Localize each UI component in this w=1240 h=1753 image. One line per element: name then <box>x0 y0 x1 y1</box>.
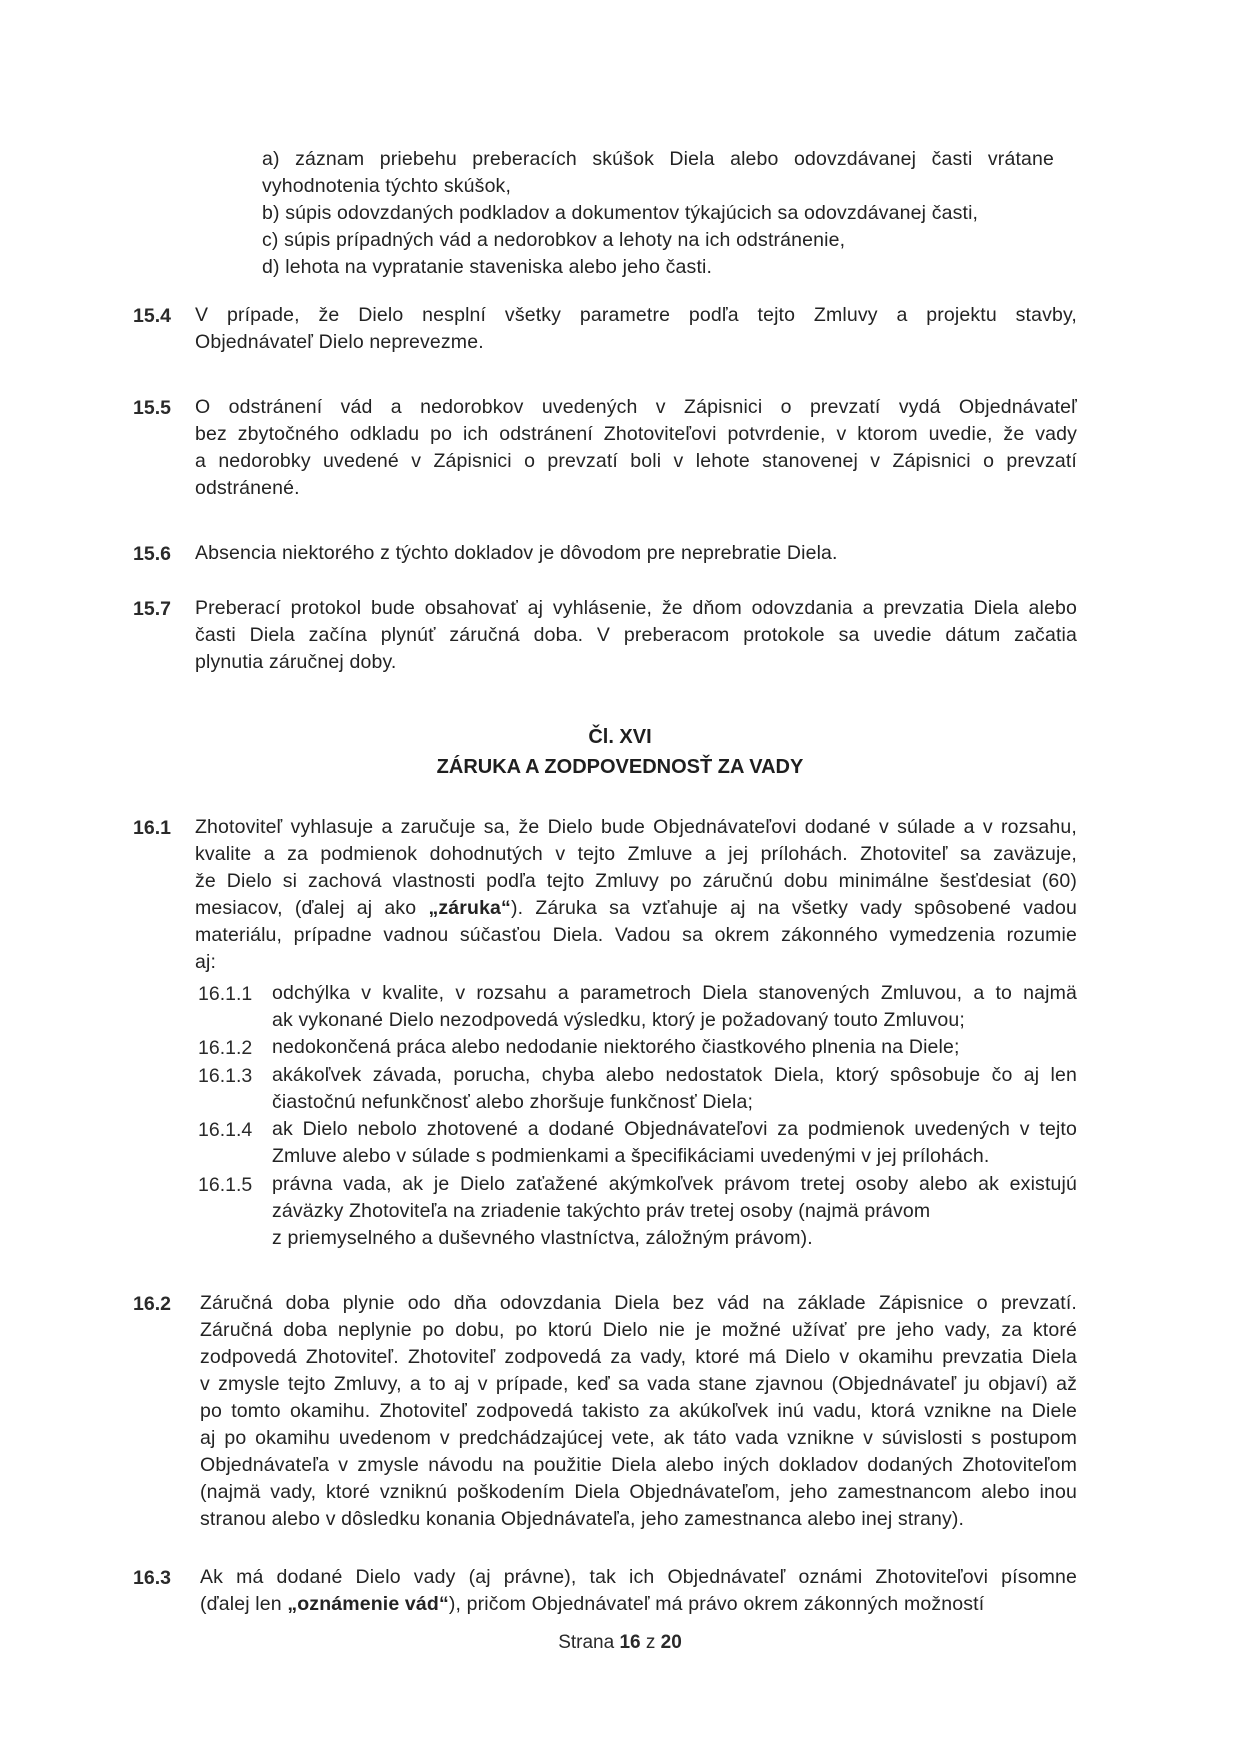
list-item-c: c) súpis prípadných vád a nedorobkov a lehoty na ich odstránenie, <box>262 229 846 251</box>
section-text-line: časti Diela začína plynúť záručná doba. V preberacom protokole sa uvedie dátum začatia <box>195 624 1077 646</box>
section-text-line: V prípade, že Dielo nesplní všetky parametre podľa tejto Zmluvy a projektu stavby, <box>195 304 1077 326</box>
section-text-line: odstránené. <box>195 477 300 499</box>
section-number: 15.4 <box>133 305 171 327</box>
subsection-number: 16.1.3 <box>198 1065 253 1087</box>
section-text-line <box>200 1591 984 1618</box>
text-fragment: mesiacov, (ďalej aj ako <box>195 897 429 919</box>
section-text-line: plynutia záručnej doby. <box>195 651 397 673</box>
subsection-text-line: ak Dielo nebolo zhotovené a dodané Objednávateľovi za podmienok uvedených v tejto <box>272 1118 1077 1140</box>
section-text-line <box>195 895 1077 922</box>
defined-term: „oznámenie vád“ <box>287 1593 449 1615</box>
subsection-number: 16.1.1 <box>198 983 253 1005</box>
page-label: Strana <box>558 1632 615 1653</box>
section-text-line: Absencia niektorého z týchto dokladov je dôvodom pre neprebratie Diela. <box>195 542 838 564</box>
section-text-line: kvalite a za podmienok dohodnutých v tejto Zmluve a jej prílohách. Zhotoviteľ sa zaväzuje, <box>195 843 1077 865</box>
article-number: Čl. XVI <box>588 726 652 748</box>
section-text-line: bez zbytočného odkladu po ich odstránení Zhotoviteľovi potvrdenie, v ktorom uvedie, že vady <box>195 423 1077 445</box>
section-text-line: stranou alebo v dôsledku konania Objednávateľa, jeho zamestnanca alebo inej strany). <box>200 1508 965 1530</box>
subsection-text-line: Zmluve alebo v súlade s podmienkami a špecifikáciami uvedenými v jej prílohách. <box>272 1145 990 1167</box>
subsection-text-line: akákoľvek závada, porucha, chyba alebo nedostatok Diela, ktorý spôsobuje čo aj len <box>272 1064 1077 1086</box>
section-text-line: Záručná doba plynie odo dňa odovzdania Diela bez vád na základe Zápisnice o prevzatí. <box>200 1292 1077 1314</box>
subsection-text-line: záväzky Zhotoviteľa na zriadenie takýchto práv tretej osoby (najmä právom <box>272 1200 931 1222</box>
subsection-number: 16.1.5 <box>198 1174 253 1196</box>
list-item-a-cont: vyhodnotenia týchto skúšok, <box>262 175 512 197</box>
subsection-number: 16.1.2 <box>198 1037 253 1059</box>
page-separator: z <box>645 1632 656 1653</box>
section-text-line: materiálu, prípadne vadnou súčasťou Diela. Vadou sa okrem zákonného vymedzenia rozumie <box>195 924 1077 946</box>
section-text-line: a nedorobky uvedené v Zápisnici o prevzatí boli v lehote stanovenej v Zápisnici o prevzatí <box>195 450 1077 472</box>
section-text-line: zodpovedá Zhotoviteľ. Zhotoviteľ zodpovedá za vady, ktoré má Dielo v okamihu prevzatia Diela <box>200 1346 1077 1368</box>
subsection-text-line: právna vada, ak je Dielo zaťažené akýmkoľvek právom tretej osoby alebo ak existujú <box>272 1173 1077 1195</box>
section-number: 15.7 <box>133 598 171 620</box>
page-total: 20 <box>660 1632 682 1653</box>
section-text-line: aj: <box>195 951 217 973</box>
section-text-line: že Dielo si zachová vlastnosti podľa tejto Zmluvy po záručnú dobu minimálne šesťdesiat (60) <box>195 870 1077 892</box>
article-title: ZÁRUKA A ZODPOVEDNOSŤ ZA VADY <box>436 756 804 778</box>
subsection-text-line: čiastočnú nefunkčnosť alebo zhoršuje funkčnosť Diela; <box>272 1091 754 1113</box>
subsection-text-line: ak vykonané Dielo nezodpovedá výsledku, ktorý je požadovaný touto Zmluvou; <box>272 1009 965 1031</box>
page-footer <box>0 1630 1240 1656</box>
section-text-line: Záručná doba neplynie po dobu, po ktorú Dielo nie je možné užívať pre jeho vady, za ktoré <box>200 1319 1077 1341</box>
subsection-text-line: z priemyselného a duševného vlastníctva, záložným právom). <box>272 1227 813 1249</box>
section-text-line: po tomto okamihu. Zhotoviteľ zodpovedá takisto za akúkoľvek inú vadu, ktorá vznikne na Diele <box>200 1400 1077 1422</box>
subsection-number: 16.1.4 <box>198 1119 253 1141</box>
list-item-a: a) záznam priebehu preberacích skúšok Diela alebo odovzdávanej časti vrátane <box>262 148 1054 170</box>
section-text-line: Ak má dodané Dielo vady (aj právne), tak ich Objednávateľ oznámi Zhotoviteľovi písomne <box>200 1566 1077 1588</box>
section-number: 16.2 <box>133 1293 171 1315</box>
section-text-line: v zmysle tejto Zmluvy, a to aj v prípade, keď sa vada stane zjavnou (Objednávateľ ju objaví) až <box>200 1373 1077 1395</box>
text-fragment: ). Záruka sa vzťahuje aj na všetky vady spôsobené vadou <box>510 897 1077 919</box>
section-text-line: Objednávateľa v zmysle návodu na použitie Diela alebo iných dokladov dodaných Zhotoviteľom <box>200 1454 1077 1476</box>
section-text-line: Preberací protokol bude obsahovať aj vyhlásenie, že dňom odovzdania a prevzatia Diela alebo <box>195 597 1077 619</box>
section-text-line: aj po okamihu uvedenom v predchádzajúcej vete, ak táto vada vznikne v súvislosti s postupom <box>200 1427 1077 1449</box>
section-number: 15.5 <box>133 397 171 419</box>
section-text-line: (najmä vady, ktoré vzniknú poškodením Diela Objednávateľom, jeho zamestnancom alebo inou <box>200 1481 1077 1503</box>
subsection-text-line: nedokončená práca alebo nedodanie niektorého čiastkového plnenia na Diele; <box>272 1036 960 1058</box>
section-text-line: O odstránení vád a nedorobkov uvedených v Zápisnici o prevzatí vydá Objednávateľ <box>195 396 1077 418</box>
section-number: 15.6 <box>133 543 171 565</box>
defined-term: „záruka“ <box>428 897 511 919</box>
list-item-b: b) súpis odovzdaných podkladov a dokumentov týkajúcich sa odovzdávanej časti, <box>262 202 979 224</box>
section-number: 16.3 <box>133 1567 171 1589</box>
text-fragment: ), pričom Objednávateľ má právo okrem zákonných možností <box>448 1593 985 1615</box>
section-number: 16.1 <box>133 817 171 839</box>
page-number: 16 <box>619 1632 641 1653</box>
section-text-line: Zhotoviteľ vyhlasuje a zaručuje sa, že Dielo bude Objednávateľovi dodané v súlade a v rozsahu, <box>195 816 1077 838</box>
text-fragment: (ďalej len <box>200 1593 288 1615</box>
section-text-line: Objednávateľ Dielo neprevezme. <box>195 331 484 353</box>
subsection-text-line: odchýlka v kvalite, v rozsahu a parametroch Diela stanovených Zmluvou, a to najmä <box>272 982 1077 1004</box>
list-item-d: d) lehota na vypratanie staveniska alebo jeho časti. <box>262 256 713 278</box>
